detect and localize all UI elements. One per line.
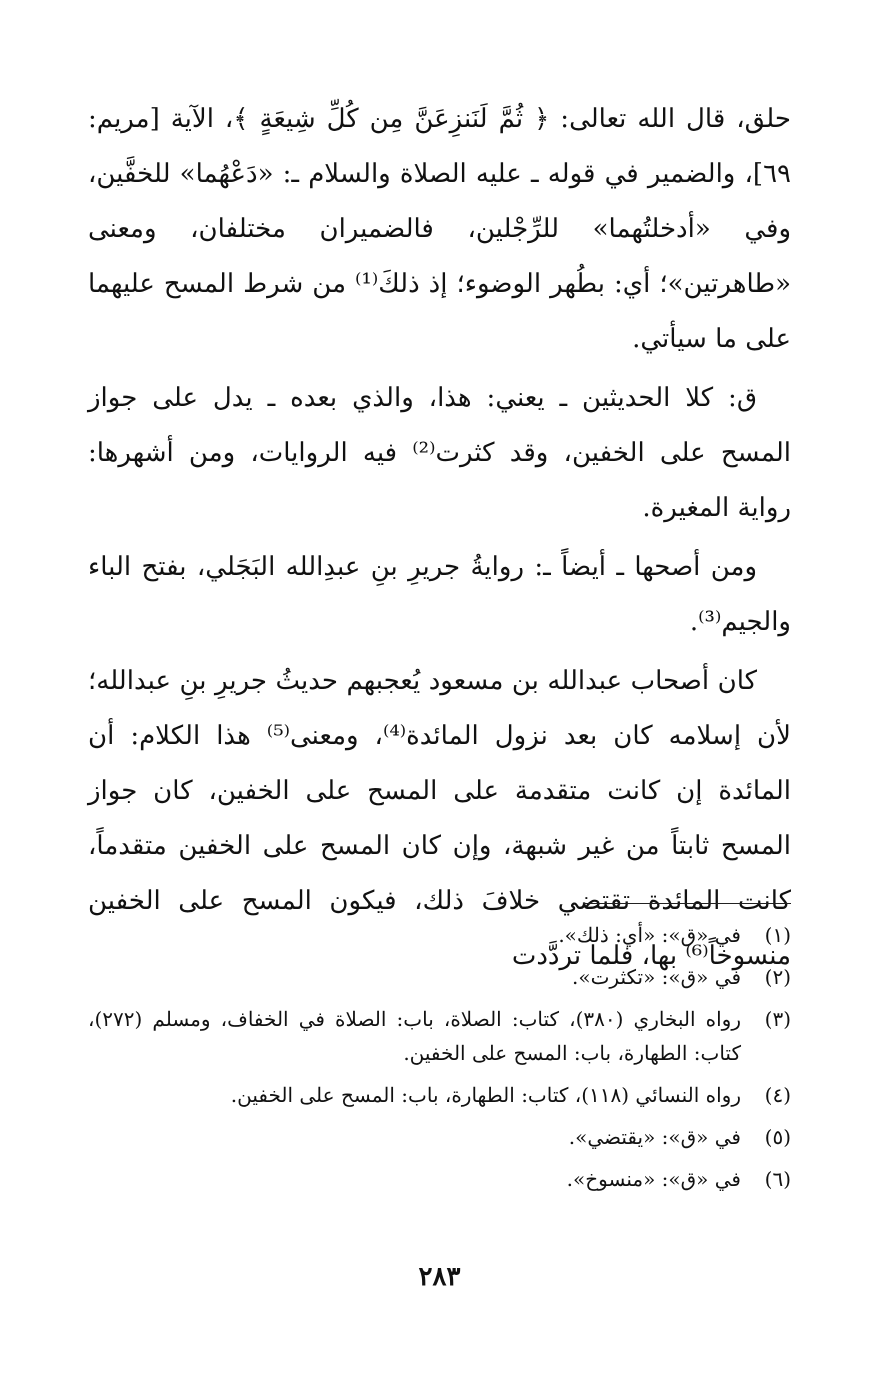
footnote-3 — [88, 1002, 791, 1070]
paragraph-1: حلق، قال الله تعالى: ﴿ ثُمَّ لَنَنزِعَنَّ مِن كُلِّ شِيعَةٍ ﴾، الآية [مريم: ٦٩]، والضمير في قوله ـ عليه الصلاة والسلام ـ: «دَعْهُما» للخفَّين، وفي «أدخلتُهما» للرِّجْلين، فالضميران مختلفان، ومعنى «طاهرتين»؛ أي: بطُهر الوضوء؛ إذ ذلكَ⁽¹⁾ من شرط المسح عليهما على ما سيأتي. — [88, 104, 791, 354]
footnotes — [88, 918, 791, 1204]
footnote-number: (٤) — [764, 1083, 791, 1107]
footnote-5 — [88, 1120, 791, 1154]
footnote-text: في «ق»: «أي: ذلك». — [558, 923, 741, 947]
footnote-2 — [88, 960, 791, 994]
footnote-text: رواه النسائي (١١٨)، كتاب: الطهارة، باب: المسح على الخفين. — [230, 1083, 741, 1107]
paragraph-2: ق: كلا الحديثين ـ يعني: هذا، والذي بعده ـ يدل على جواز المسح على الخفين، وقد كثرت⁽²⁾ فيه الروايات، ومن أشهرها: رواية المغيرة. — [88, 383, 791, 523]
footnote-number: (٥) — [764, 1125, 791, 1149]
main-text — [88, 92, 791, 988]
footnote-number: (١) — [764, 923, 791, 947]
book-page — [88, 0, 791, 1389]
footnote-divider — [583, 903, 791, 904]
footnote-text: في «ق»: «يقتضي». — [568, 1125, 741, 1149]
footnote-number: (٦) — [764, 1167, 791, 1191]
footnote-1 — [88, 918, 791, 952]
footnote-text: في «ق»: «منسوخ». — [566, 1167, 741, 1191]
paragraph-3: ومن أصحها ـ أيضاً ـ: روايةُ جريرِ بنِ عبدِالله البَجَلي، بفتح الباء والجيم⁽³⁾. — [88, 552, 791, 637]
footnote-number: (٣) — [764, 1007, 791, 1031]
footnote-text: في «ق»: «تكثرت». — [571, 965, 741, 989]
paragraph-4: كان أصحاب عبدالله بن مسعود يُعجبهم حديثُ جريرِ بنِ عبدالله؛ لأن إسلامه كان بعد نزول المائدة⁽⁴⁾، ومعنى⁽⁵⁾ هذا الكلام: أن المائدة إن كانت متقدمة على المسح على الخفين، كان جواز المسح ثابتاً من غير شبهة، وإن كان المسح على الخفين متقدماً، كانت المائدة تقتضي خلافَ ذلك، فيكون المسح على الخفين منسوخاً⁽⁶⁾ بها، فلما تردَّدت — [88, 666, 791, 971]
footnote-number: (٢) — [764, 965, 791, 989]
footnote-text: رواه البخاري (٣٨٠)، كتاب: الصلاة، باب: الصلاة في الخفاف، ومسلم (٢٧٢)، كتاب: الطهارة، باب: المسح على الخفين. — [88, 1007, 741, 1065]
footnote-4 — [88, 1078, 791, 1112]
page-number: ٢٨٣ — [418, 1262, 461, 1292]
footnote-6 — [88, 1162, 791, 1196]
